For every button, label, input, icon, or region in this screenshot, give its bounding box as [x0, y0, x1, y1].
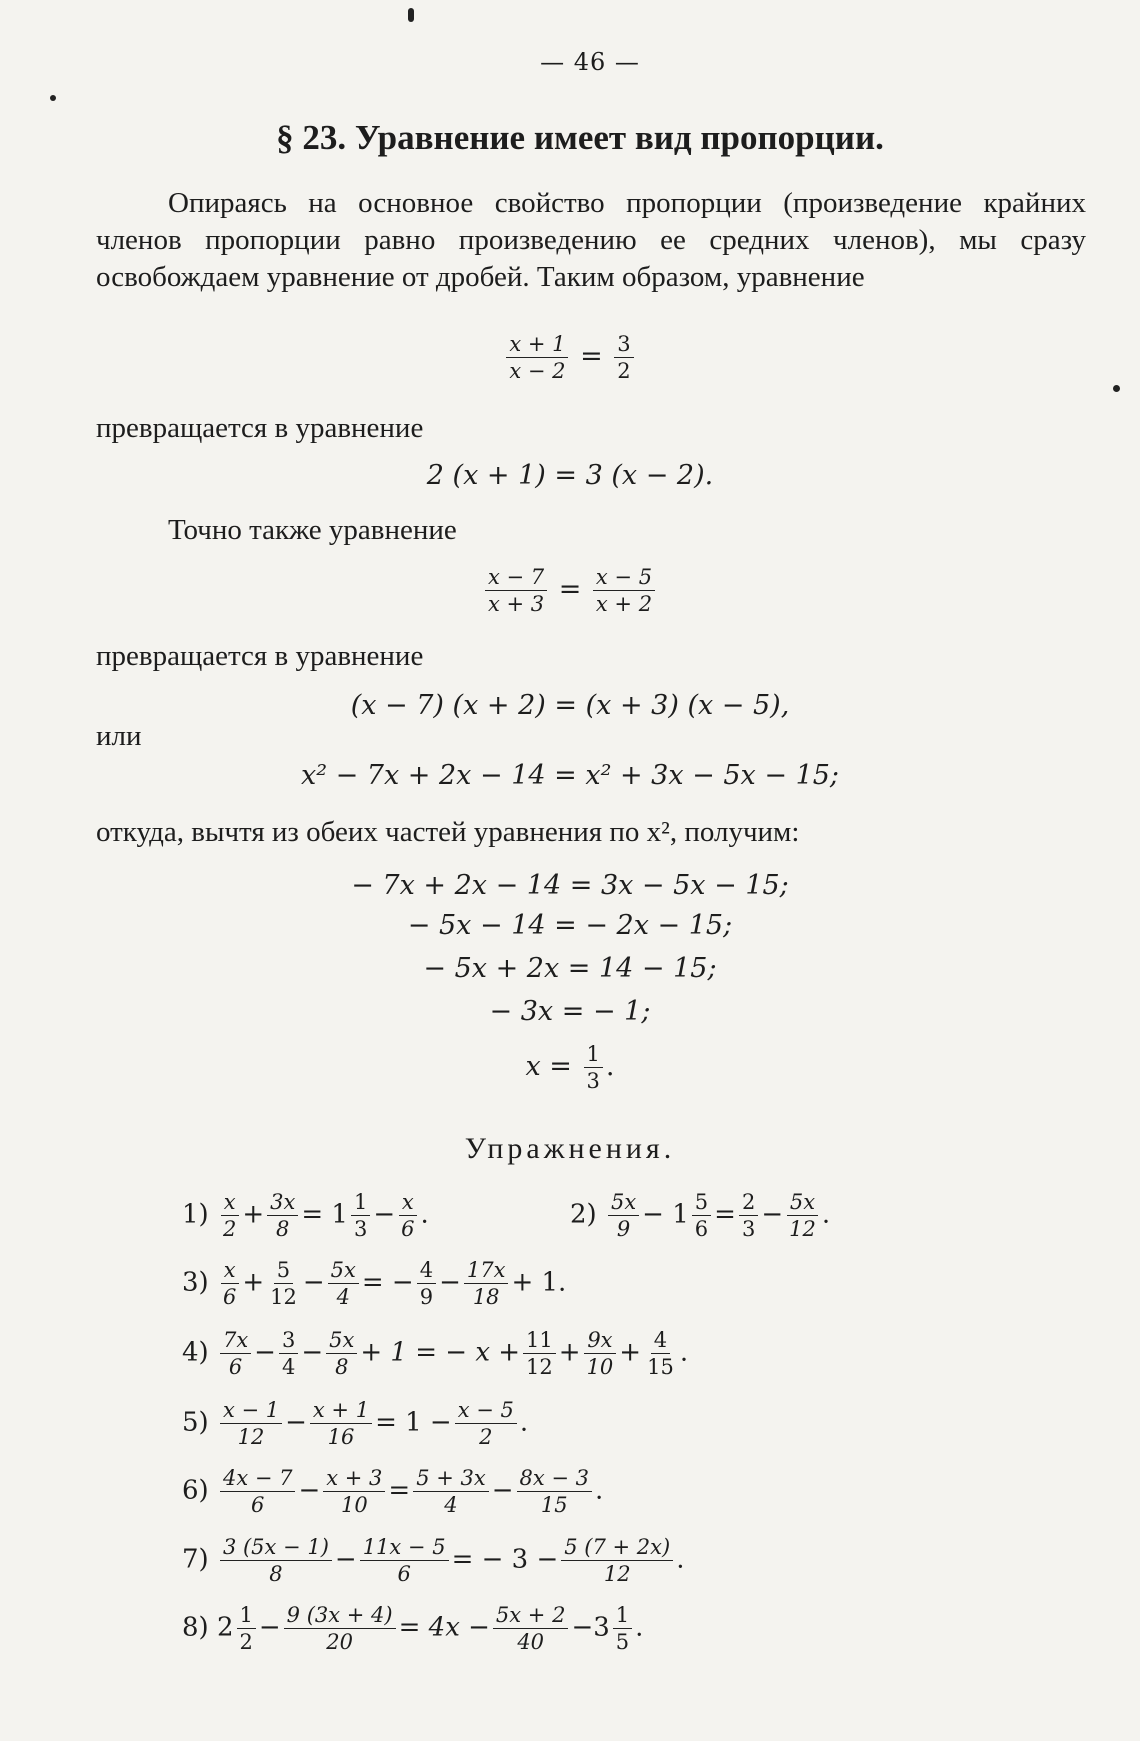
exercise-2: 2) $\frac{5x}{9}$ − 1 $\frac{5}{6}$ = $\frac{2}{3}$ − $\frac{5x}{12}$ . — [570, 1190, 831, 1241]
text-likewise: Точно также уравнение — [168, 514, 457, 546]
equation-proportion-2: $\frac{x - 7}{x + 3}$ = $\frac{x - 5}{x + 2}$ — [0, 565, 1140, 616]
final-answer: x = $\frac{1}{3}$ . — [525, 1042, 615, 1093]
exercise-6: 6) $\frac{4x - 7}{6}$ − $\frac{x + 3}{10}$ = $\frac{5 + 3x}{4}$ − $\frac{8x - 3}{15}$ . — [182, 1466, 604, 1517]
exercise-1: 1) $\frac{x}{2}$ + $\frac{3x}{8}$ = 1 $\frac{1}{3}$ − $\frac{x}{6}$ . — [182, 1190, 429, 1241]
step-3: − 5x + 2x = 14 − 15; — [423, 953, 717, 984]
text-whence: откуда, вычтя из обеих частей уравнения по x², получим: — [96, 816, 800, 848]
equation-4: (x − 7) (x + 2) = (x + 3) (x − 5), — [350, 690, 790, 721]
exercise-8: 8) 2 $\frac{1}{2}$ − $\frac{9 (3x + 4)}{20}$ = 4x − $\frac{5x + 2}{40}$ −3 $\frac{1}{5}$ . — [182, 1603, 644, 1654]
exercise-3: 3) $\frac{x}{6}$ + $\frac{5}{12}$ − $\frac{5x}{4}$ = − $\frac{4}{9}$ − $\frac{17x}{18}$ + 1. — [182, 1258, 567, 1309]
text-or: или — [96, 720, 142, 752]
dust-speck — [1113, 385, 1120, 392]
text-turns-into-1: превращается в уравнение — [96, 412, 424, 444]
exercise-7: 7) $\frac{3 (5x - 1)}{8}$ − $\frac{11x - 5}{6}$ = − 3 − $\frac{5 (7 + 2x)}{12}$ . — [182, 1535, 685, 1586]
text-turns-into-2: превращается в уравнение — [96, 640, 424, 672]
exercise-4: 4) $\frac{7x}{6}$ − $\frac{3}{4}$ − $\frac{5x}{8}$ + 1 = − x + $\frac{11}{12}$ + $\frac{9x}{10}$ + $\frac{4}{15}$ . — [182, 1328, 689, 1379]
dust-speck — [50, 95, 56, 101]
section-title: § 23. Уравнение имеет вид пропорции. — [276, 118, 884, 157]
step-4: − 3x = − 1; — [489, 996, 651, 1027]
intro-paragraph: Опираясь на основное свойство пропорции (произведение крайних членов пропорции равно произведению ее средних членов), мы сразу освобождаем уравнение от дробей. Таким образом, уравнение — [96, 187, 1086, 293]
page-number: — 46 — — [540, 48, 640, 76]
equation-proportion-1: $\frac{x + 1}{x - 2}$ = $\frac{3}{2}$ — [0, 332, 1140, 383]
equation-5: x² − 7x + 2x − 14 = x² + 3x − 5x − 15; — [300, 760, 840, 791]
dust-speck — [408, 8, 414, 22]
exercise-5: 5) $\frac{x - 1}{12}$ − $\frac{x + 1}{16}$ = 1 − $\frac{x - 5}{2}$ . — [182, 1398, 529, 1449]
step-1: − 7x + 2x − 14 = 3x − 5x − 15; — [351, 870, 789, 901]
equation-2: 2 (x + 1) = 3 (x − 2). — [426, 460, 714, 491]
step-2: − 5x − 14 = − 2x − 15; — [407, 910, 733, 941]
exercises-heading: Упражнения. — [464, 1132, 676, 1165]
